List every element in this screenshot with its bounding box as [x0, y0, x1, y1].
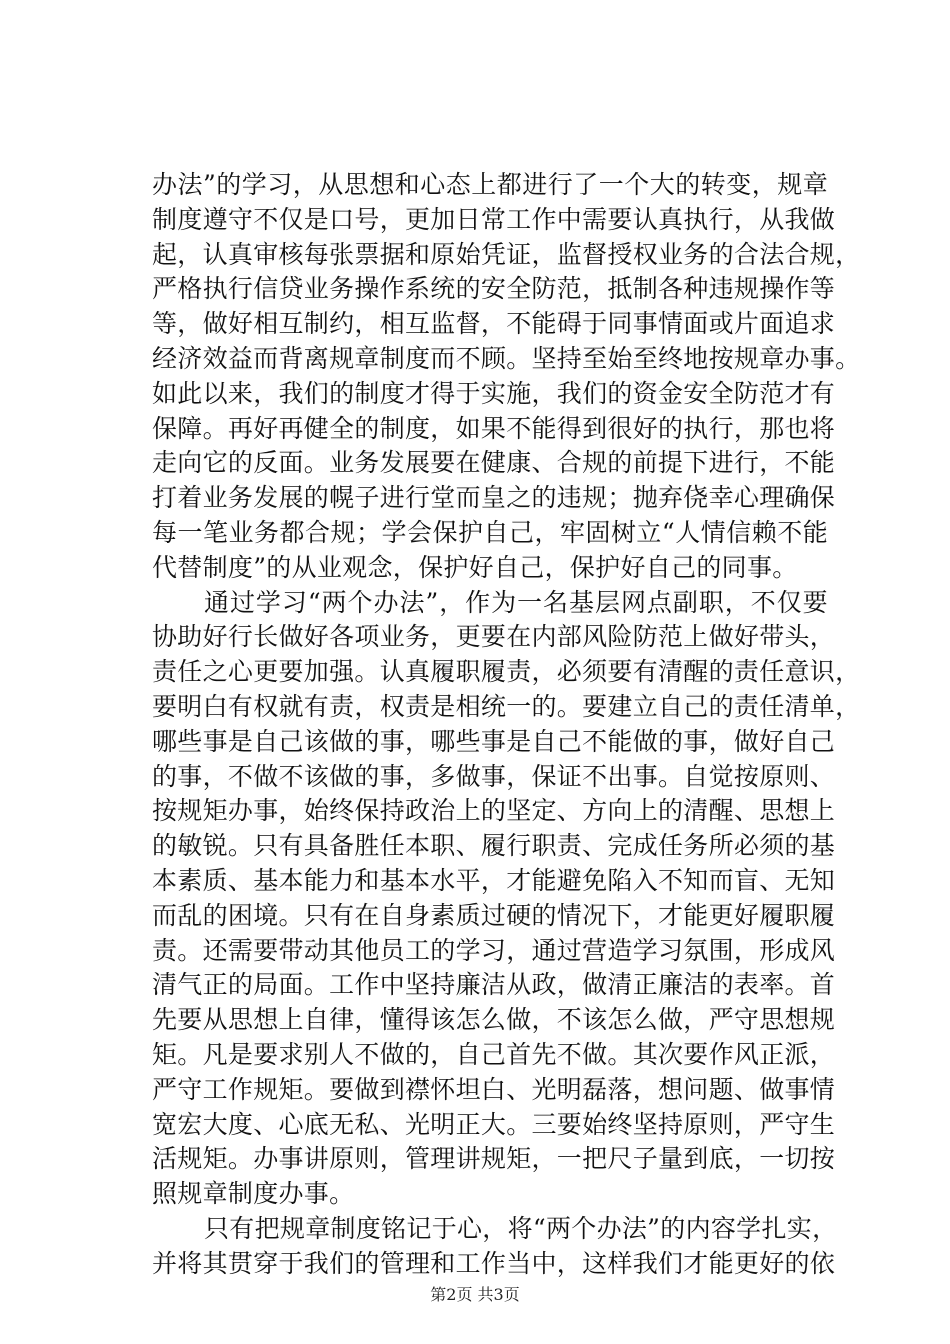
- text-line: 宽宏大度、心底无私、光明正大。三要始终坚持原则，严守生: [152, 1109, 836, 1139]
- text-line: 照规章制度办事。: [152, 1179, 355, 1209]
- text-line: 要明白有权就有责，权责是相统一的。要建立自己的责任清单，: [152, 691, 861, 721]
- paragraph-first-line: 通过学习“两个办法”，作为一名基层网点副职，不仅要: [204, 587, 828, 617]
- text-line: 哪些事是自己该做的事，哪些事是自己不能做的事，做好自己: [152, 726, 836, 756]
- paragraph-first-line: 只有把规章制度铭记于心，将“两个办法”的内容学扎实，: [204, 1213, 838, 1243]
- text-line: 走向它的反面。业务发展要在健康、合规的前提下进行，不能: [152, 448, 836, 478]
- text-line: 保障。再好再健全的制度，如果不能得到很好的执行，那也将: [152, 413, 836, 443]
- text-line: 清气正的局面。工作中坚持廉洁从政，做清正廉洁的表率。首: [152, 970, 836, 1000]
- text-line: 严守工作规矩。要做到襟怀坦白、光明磊落，想问题、做事情: [152, 1074, 836, 1104]
- text-line: 责任之心更要加强。认真履职履责，必须要有清醒的责任意识，: [152, 657, 861, 687]
- text-line: 本素质、基本能力和基本水平，才能避免陷入不知而盲、无知: [152, 865, 836, 895]
- text-line: 严格执行信贷业务操作系统的安全防范，抵制各种违规操作等: [152, 274, 836, 304]
- text-line: 打着业务发展的幌子进行堂而皇之的违规；抛弃侥幸心理确保: [152, 483, 836, 513]
- document-body: [152, 168, 861, 1282]
- text-line: 的事，不做不该做的事，多做事，保证不出事。自觉按原则、: [152, 761, 836, 791]
- text-line: 先要从思想上自律，懂得该怎么做，不该怎么做，严守思想规: [152, 1005, 836, 1035]
- text-line: 每一笔业务都合规；学会保护自己，牢固树立“人情信赖不能: [152, 517, 828, 547]
- text-line: 按规矩办事，始终保持政治上的坚定、方向上的清醒、思想上: [152, 796, 836, 826]
- text-line: 办法”的学习，从思想和心态上都进行了一个大的转变，规章: [152, 170, 828, 199]
- text-line: 并将其贯穿于我们的管理和工作当中，这样我们才能更好的依: [152, 1248, 836, 1278]
- text-line: 代替制度”的从业观念，保护好自己，保护好自己的同事。: [152, 552, 798, 582]
- text-line: 的敏锐。只有具备胜任本职、履行职责、完成任务所必须的基: [152, 831, 836, 861]
- text-line: 起，认真审核每张票据和原始凭证，监督授权业务的合法合规，: [152, 239, 861, 269]
- text-line: 责。还需要带动其他员工的学习，通过营造学习氛围，形成风: [152, 935, 836, 965]
- text-line: 等，做好相互制约，相互监督，不能碍于同事情面或片面追求: [152, 309, 836, 339]
- text-line: 协助好行长做好各项业务，更要在内部风险防范上做好带头，: [152, 622, 836, 652]
- text-line: 矩。凡是要求别人不做的，自己首先不做。其次要作风正派，: [152, 1039, 836, 1069]
- text-line: 活规矩。办事讲原则，管理讲规矩，一把尺子量到底，一切按: [152, 1144, 836, 1174]
- text-line: 而乱的困境。只有在自身素质过硬的情况下，才能更好履职履: [152, 900, 836, 930]
- page-footer: 第2页 共3页: [430, 1285, 520, 1304]
- text-line: 如此以来，我们的制度才得于实施，我们的资金安全防范才有: [152, 378, 836, 408]
- text-line: 制度遵守不仅是口号，更加日常工作中需要认真执行，从我做: [152, 204, 836, 234]
- text-line: 经济效益而背离规章制度而不顾。坚持至始至终地按规章办事。: [152, 343, 861, 373]
